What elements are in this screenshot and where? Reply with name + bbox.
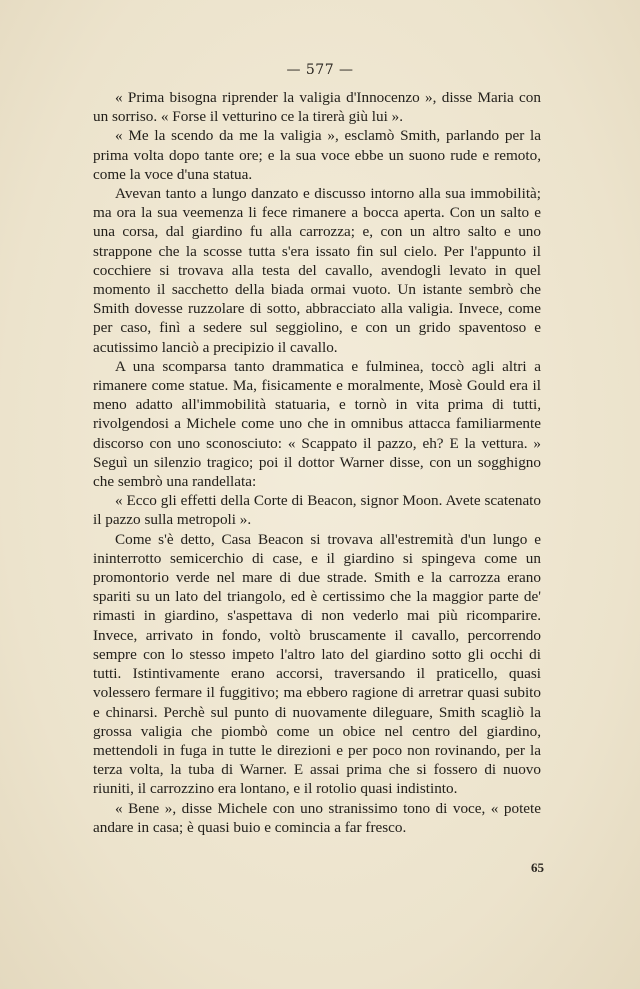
paragraph: Come s'è detto, Casa Beacon si trovava all'estremità d'un lungo e ininterrotto semicerchio di case, e il giardino si spingeva come un promontorio verde nel mare di due strade. Smith e la carrozza erano spariti su un lato del triangolo, ed è certissimo che la maggior parte de' rimasti in giardino, s'aspettava di non vederlo mai più ricomparire. Invece, arrivato in fondo, voltò bruscamente il cavallo, percorrendo sempre con lo stesso impeto l'altro lato del giardino sotto gli occhi di tutti. Istintivamente erano accorsi, traversando il praticello, quasi volessero fermare il fuggitivo; ma ebbero ragione di arretrar quasi subito e chinarsi. Perchè sul punto di nuovamente dileguare, Smith scagliò la grossa valigia che piombò come un obice nel centro del giardino, mettendoli in fuga in tutte le direzioni e per poco non rovinando, per la terza volta, la tuba di Warner. E assai prima che si fossero di nuovo riuniti, il carrozzino era lontano, e il rotolio quasi indistinto. — [93, 530, 541, 798]
paragraph: « Prima bisogna riprender la valigia d'Innocenzo », disse Maria con un sorriso. « Forse il vetturino ce la tirerà giù lui ». — [93, 89, 541, 126]
signature-mark: 65 — [531, 860, 544, 875]
paragraph: Avevan tanto a lungo danzato e discusso intorno alla sua immobilità; ma ora la sua veemenza li fece rimanere a bocca aperta. Con un salto e una corsa, dal giardino fu alla carrozza; e, con un altro salto e uno strappone che la scosse tutta s'era issato fin sul cielo. Per l'appunto il cocchiere si trovava alla testa del cavallo, avendogli levato in quel momento il sacchetto della biada ormai vuoto. Un istante sembrò che Smith dovesse ruzzolare di sotto, abbracciato alla valigia. Invece, come per caso, finì a sedere sul seggiolino, e con un grido spaventoso e acutissimo lanciò a precipizio il cavallo. — [93, 185, 541, 356]
page-number: — 577 — — [286, 62, 354, 78]
paragraph: « Me la scendo da me la valigia », esclamò Smith, parlando per la prima volta dopo tante ore; e la sua voce ebbe un suono rude e remoto, come la voce d'una statua. — [93, 127, 541, 183]
paragraph: « Ecco gli effetti della Corte di Beacon, signor Moon. Avete scatenato il pazzo sulla metropoli ». — [93, 492, 541, 529]
paragraph: « Bene », disse Michele con uno stranissimo tono di voce, « potete andare in casa; è quasi buio e comincia a far fresco. — [93, 799, 541, 836]
paragraph: A una scomparsa tanto drammatica e fulminea, toccò agli altri a rimanere come statue. Ma, fisicamente e moralmente, Mosè Gould era il meno adatto all'immobilità statuaria, e tornò in vita prima di tutti, rivolgendosi a Michele come uno che in omnibus attacca familiarmente discorso con uno sconosciuto: « Scappato il pazzo, eh? E la vettura. » Seguì un silenzio tragico; poi il dottor Warner disse, con un sogghigno che sembrò una randellata: — [93, 357, 541, 491]
body-text — [93, 88, 541, 837]
